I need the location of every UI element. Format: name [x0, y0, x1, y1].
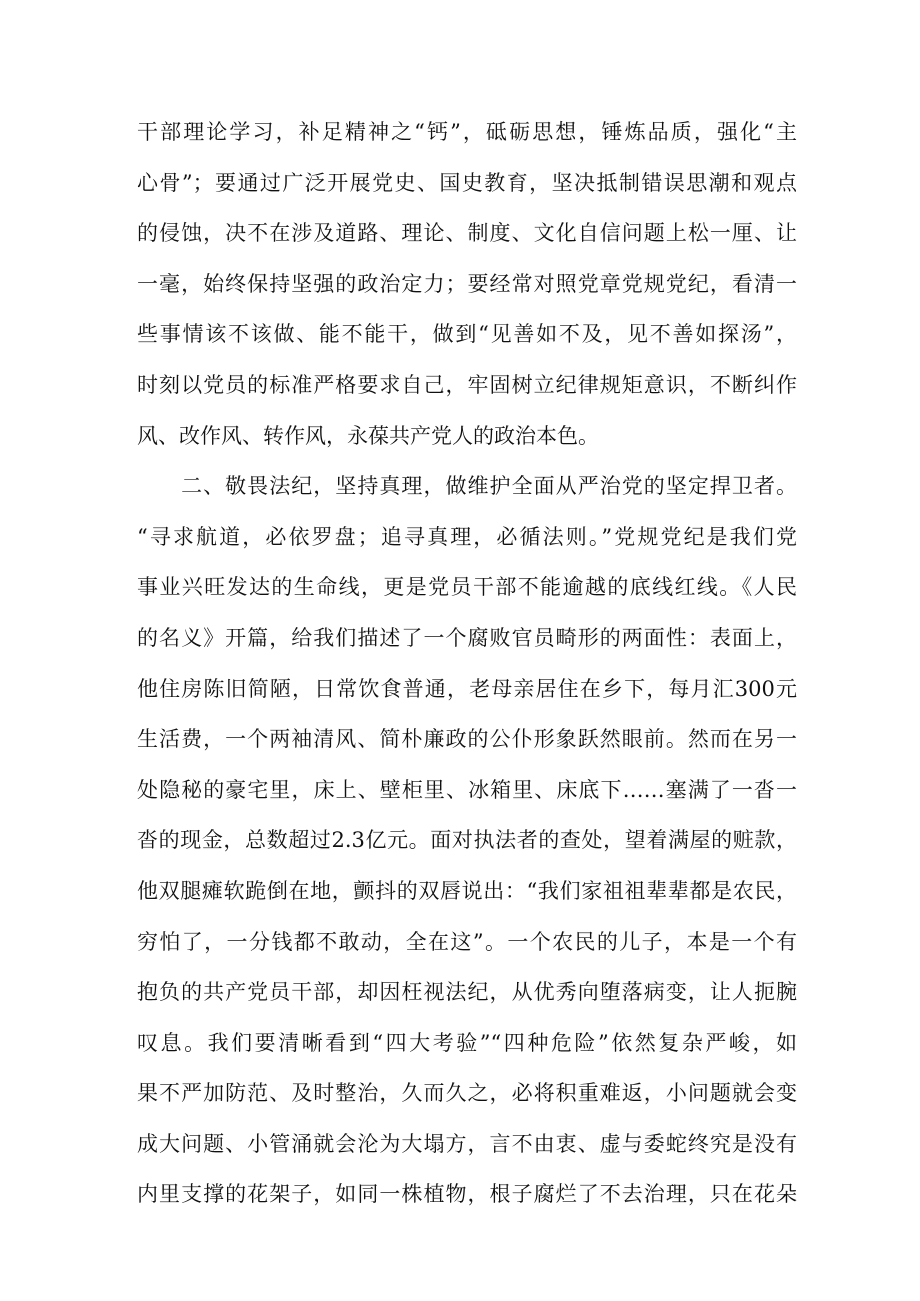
text-line: 的名义》开篇，给我们描述了一个腐败官员畸形的两面性：表面上，: [137, 625, 797, 650]
text-line: 叹息。我们要清晰看到“四大考验”“四种危险”依然复杂严峻，如: [137, 1030, 797, 1055]
paragraph-1: [137, 107, 797, 461]
text-line: 风、改作风、转作风，永葆共产党人的政治本色。: [137, 423, 599, 448]
text-line: 心骨”；要通过广泛开展党史、国史教育，坚决抵制错误思潮和观点: [137, 170, 797, 195]
text-line: 穷怕了，一分钱都不敢动，全在这”。一个农民的儿子，本是一个有: [137, 929, 797, 954]
text-line: 处隐秘的豪宅里，床上、壁柜里、冰箱里、床底下……塞满了一沓一: [137, 777, 797, 802]
document-body: [137, 107, 797, 1220]
text-line: 干部理论学习，补足精神之“钙”，砥砺思想，锤炼品质，强化“主: [137, 120, 797, 144]
text-line: 生活费，一个两袖清风、简朴廉政的公仆形象跃然眼前。然而在另一: [137, 727, 797, 752]
text-line: 内里支撑的花架子，如同一株植物，根子腐烂了不去治理，只在花朵: [137, 1182, 797, 1207]
text-line: 二、敬畏法纪，坚持真理，做维护全面从严治党的坚定捍卫者。: [137, 474, 797, 499]
text-line: 抱负的共产党员干部，却因枉视法纪，从优秀向堕落病变，让人扼腕: [137, 980, 797, 1005]
text-line: 他住房陈旧简陋，日常饮食普通，老母亲居住在乡下，每月汇300元: [137, 676, 797, 701]
text-line: 时刻以党员的标准严格要求自己，牢固树立纪律规矩意识，不断纠作: [137, 372, 797, 397]
text-line: “寻求航道，必依罗盘；追寻真理，必循法则。”党规党纪是我们党: [137, 524, 797, 549]
text-line: 事业兴旺发达的生命线，更是党员干部不能逾越的底线红线。《人民: [137, 575, 797, 600]
text-line: 果不严加防范、及时整治，久而久之，必将积重难返，小问题就会变: [137, 1081, 797, 1106]
paragraph-2: [137, 461, 797, 1220]
text-line: 一毫，始终保持坚强的政治定力；要经常对照党章党规党纪，看清一: [137, 271, 797, 296]
text-line: 些事情该不该做、能不能干，做到“见善如不及，见不善如探汤”，: [137, 322, 797, 347]
text-line: 沓的现金，总数超过2.3亿元。面对执法者的查处，望着满屋的赃款，: [137, 828, 797, 853]
text-line: 他双腿瘫软跪倒在地，颤抖的双唇说出：“我们家祖祖辈辈都是农民，: [137, 878, 797, 903]
text-line: 成大问题、小管涌就会沦为大塌方，言不由衷、虚与委蛇终究是没有: [137, 1131, 797, 1156]
text-line: 的侵蚀，决不在涉及道路、理论、制度、文化自信问题上松一厘、让: [137, 221, 797, 246]
